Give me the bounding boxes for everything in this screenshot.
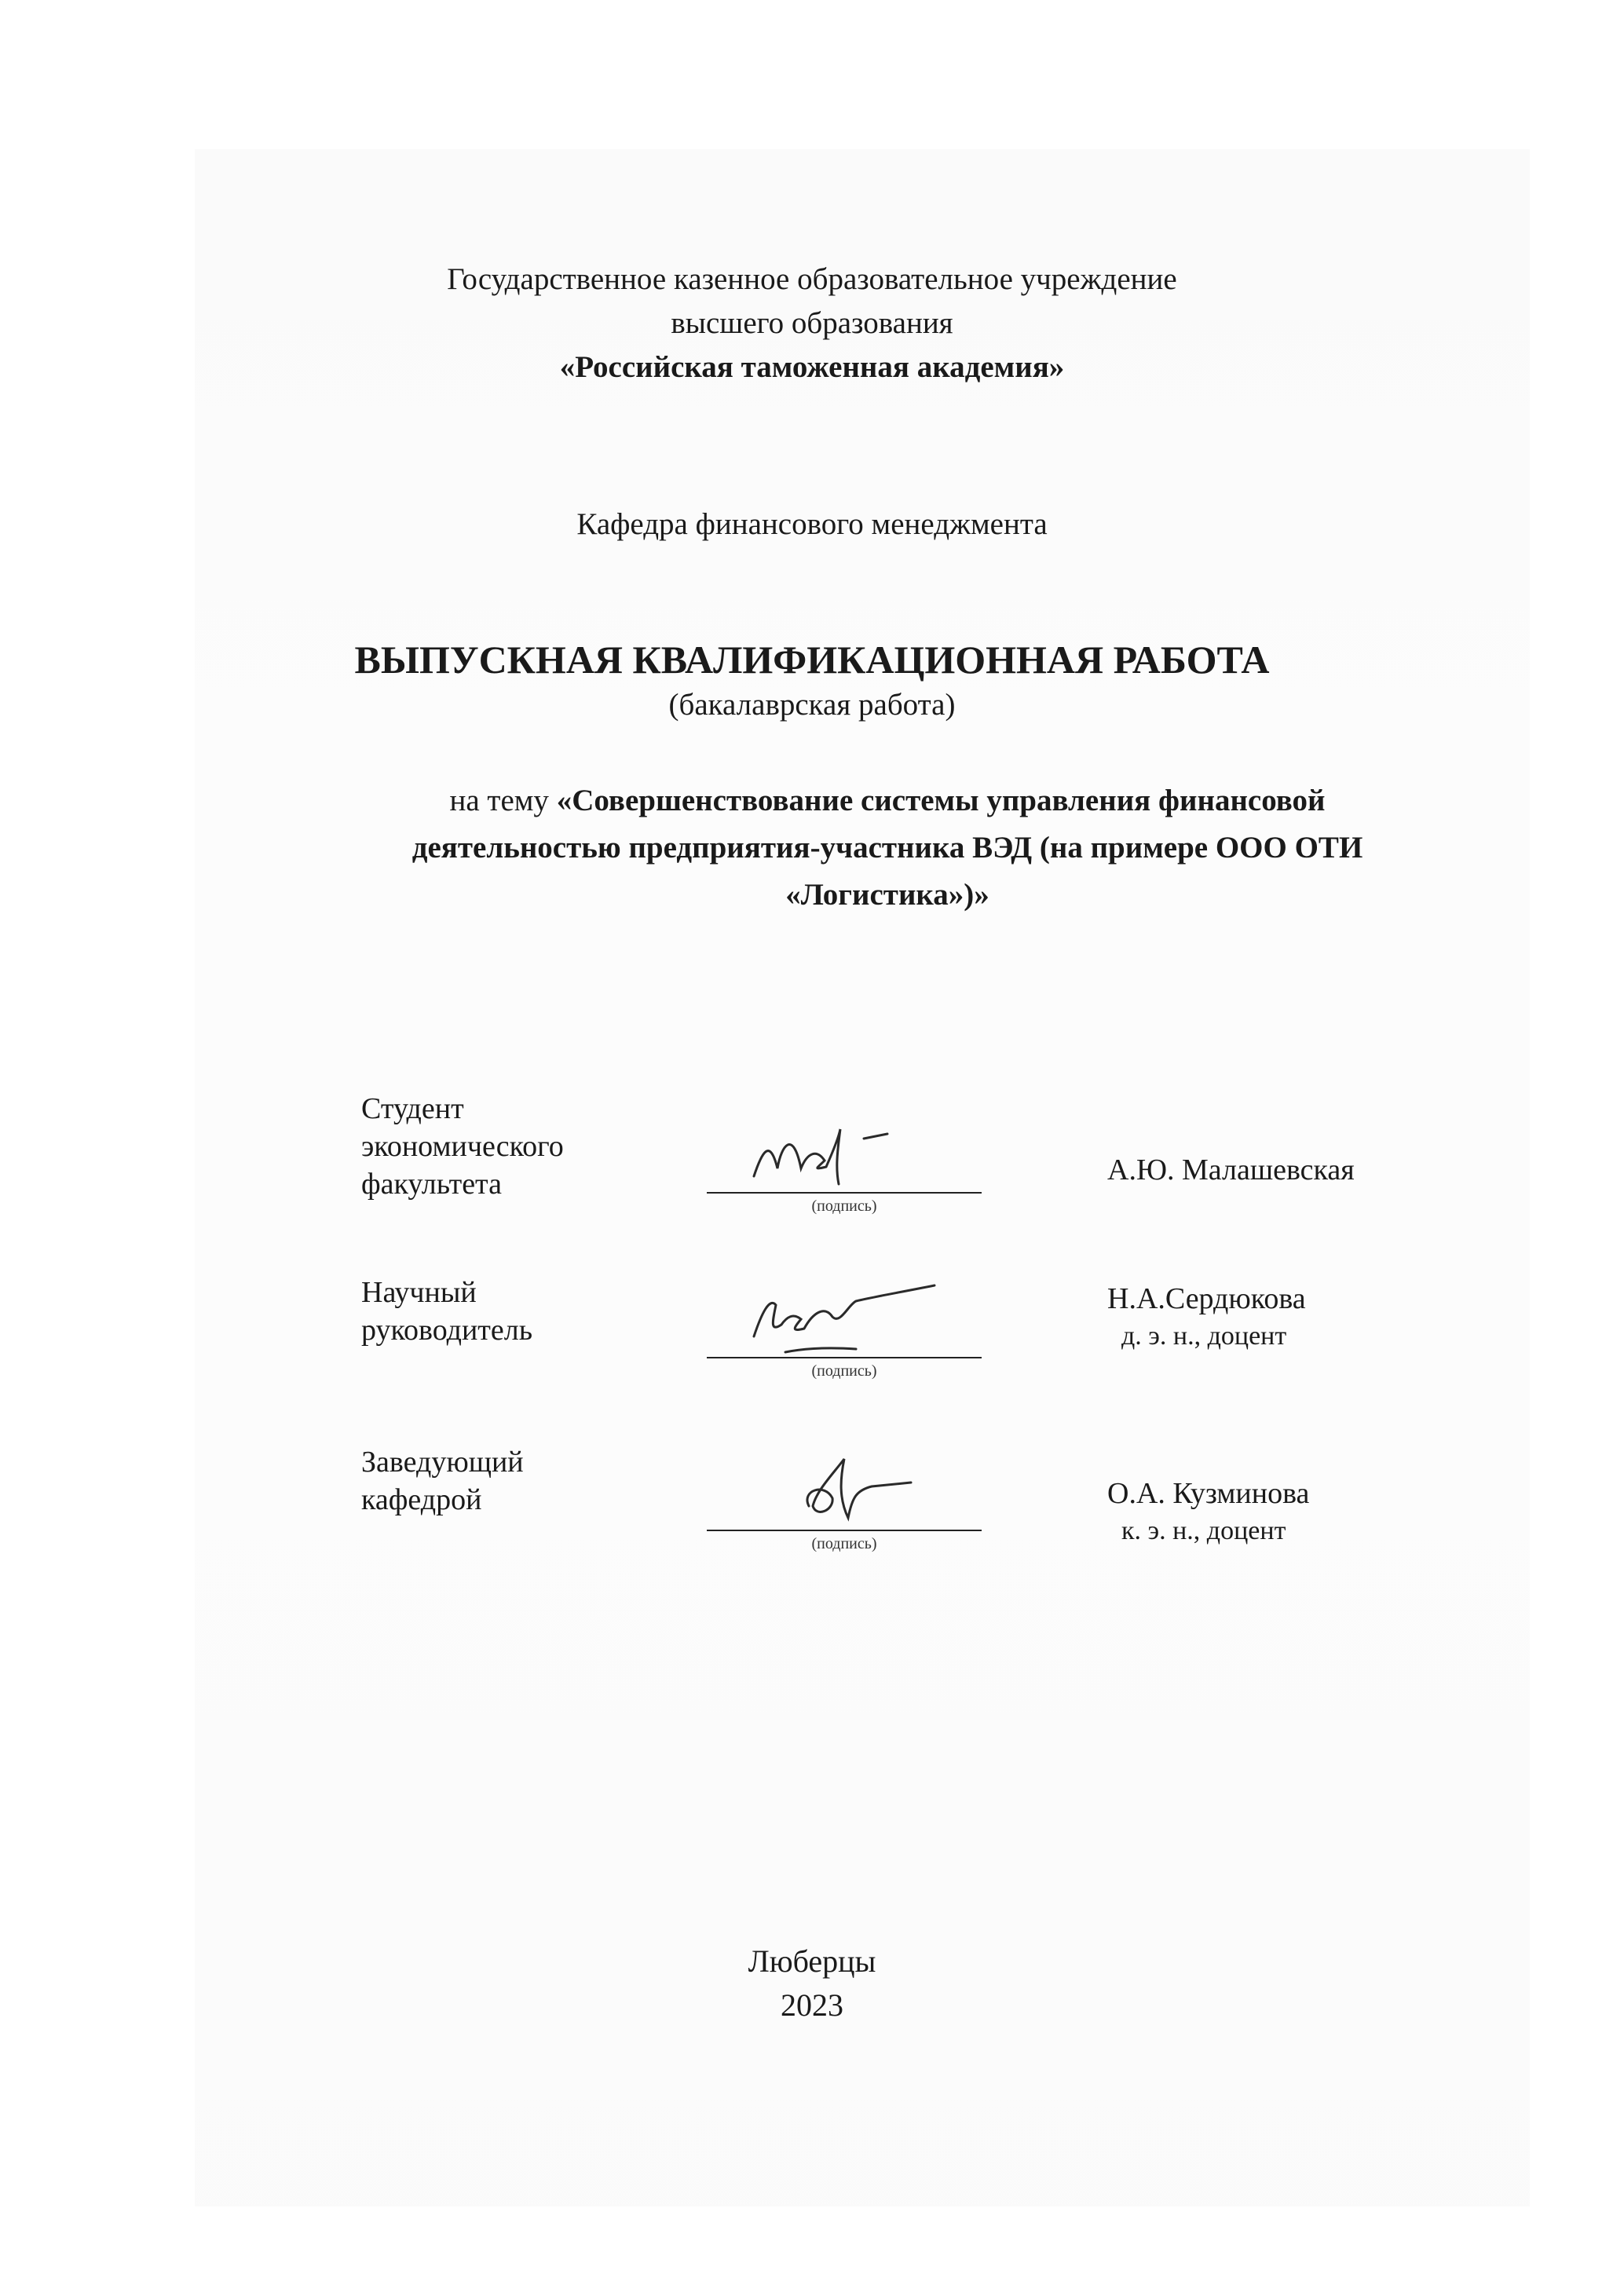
signatory-name: О.А. Кузминова bbox=[1107, 1477, 1310, 1510]
institution-line-1: Государственное казенное образовательное учреждение bbox=[447, 262, 1177, 296]
signatory-degree: д. э. н., доцент bbox=[1121, 1322, 1287, 1351]
work-type-subtitle: (бакалаврская работа) bbox=[668, 688, 956, 722]
role-line: Научный bbox=[361, 1276, 477, 1309]
topic-title: «Совершенствование системы управления финансовой деятельностью предприятия-участника ВЭД (на примере ООО ОТИ «Логистика»)» bbox=[411, 784, 1363, 912]
signatory bbox=[1107, 1280, 1421, 1355]
institution-line-2: высшего образования bbox=[671, 306, 953, 340]
role-line: кафедрой bbox=[361, 1483, 482, 1516]
signature-row-supervisor bbox=[361, 1274, 1414, 1415]
signature-field bbox=[707, 1121, 982, 1223]
department-name: Кафедра финансового менеджмента bbox=[576, 507, 1048, 541]
signature-role bbox=[361, 1090, 613, 1203]
work-type-title: ВЫПУСКНАЯ КВАЛИФИКАЦИОННАЯ РАБОТА bbox=[354, 638, 1270, 682]
city: Люберцы bbox=[748, 1943, 876, 1979]
footer bbox=[0, 1940, 1624, 2027]
signature-field bbox=[707, 1281, 982, 1384]
signature-caption: (подпись) bbox=[811, 1362, 877, 1380]
signatory-name: А.Ю. Малашевская bbox=[1107, 1153, 1355, 1186]
signature-caption: (подпись) bbox=[811, 1535, 877, 1552]
signature-row-head bbox=[361, 1443, 1414, 1585]
signatory-degree: к. э. н., доцент bbox=[1121, 1516, 1286, 1545]
signature-role bbox=[361, 1443, 613, 1519]
signature-role bbox=[361, 1274, 613, 1349]
signatory bbox=[1107, 1475, 1421, 1550]
role-line: экономического bbox=[361, 1130, 564, 1163]
handwritten-signature bbox=[738, 1281, 958, 1360]
institution-header bbox=[0, 258, 1624, 389]
institution-name: «Российская таможенная академия» bbox=[559, 350, 1065, 384]
topic-prefix: на тему bbox=[449, 784, 557, 817]
signature-row-student bbox=[361, 1090, 1414, 1231]
role-line: руководитель bbox=[361, 1314, 533, 1347]
role-line: Студент bbox=[361, 1092, 464, 1125]
handwritten-signature bbox=[785, 1443, 989, 1537]
signature-line bbox=[707, 1357, 982, 1358]
signature-caption: (подпись) bbox=[811, 1197, 877, 1215]
thesis-topic bbox=[369, 777, 1406, 919]
year: 2023 bbox=[781, 1987, 843, 2023]
signature-line bbox=[707, 1192, 982, 1194]
role-line: Заведующий bbox=[361, 1446, 524, 1479]
signatory bbox=[1107, 1151, 1421, 1189]
handwritten-signature bbox=[738, 1121, 942, 1192]
signature-field bbox=[707, 1443, 982, 1552]
signature-line bbox=[707, 1530, 982, 1531]
work-title-block bbox=[0, 634, 1624, 726]
signatory-name: Н.А.Сердюкова bbox=[1107, 1282, 1306, 1315]
role-line: факультета bbox=[361, 1168, 502, 1201]
